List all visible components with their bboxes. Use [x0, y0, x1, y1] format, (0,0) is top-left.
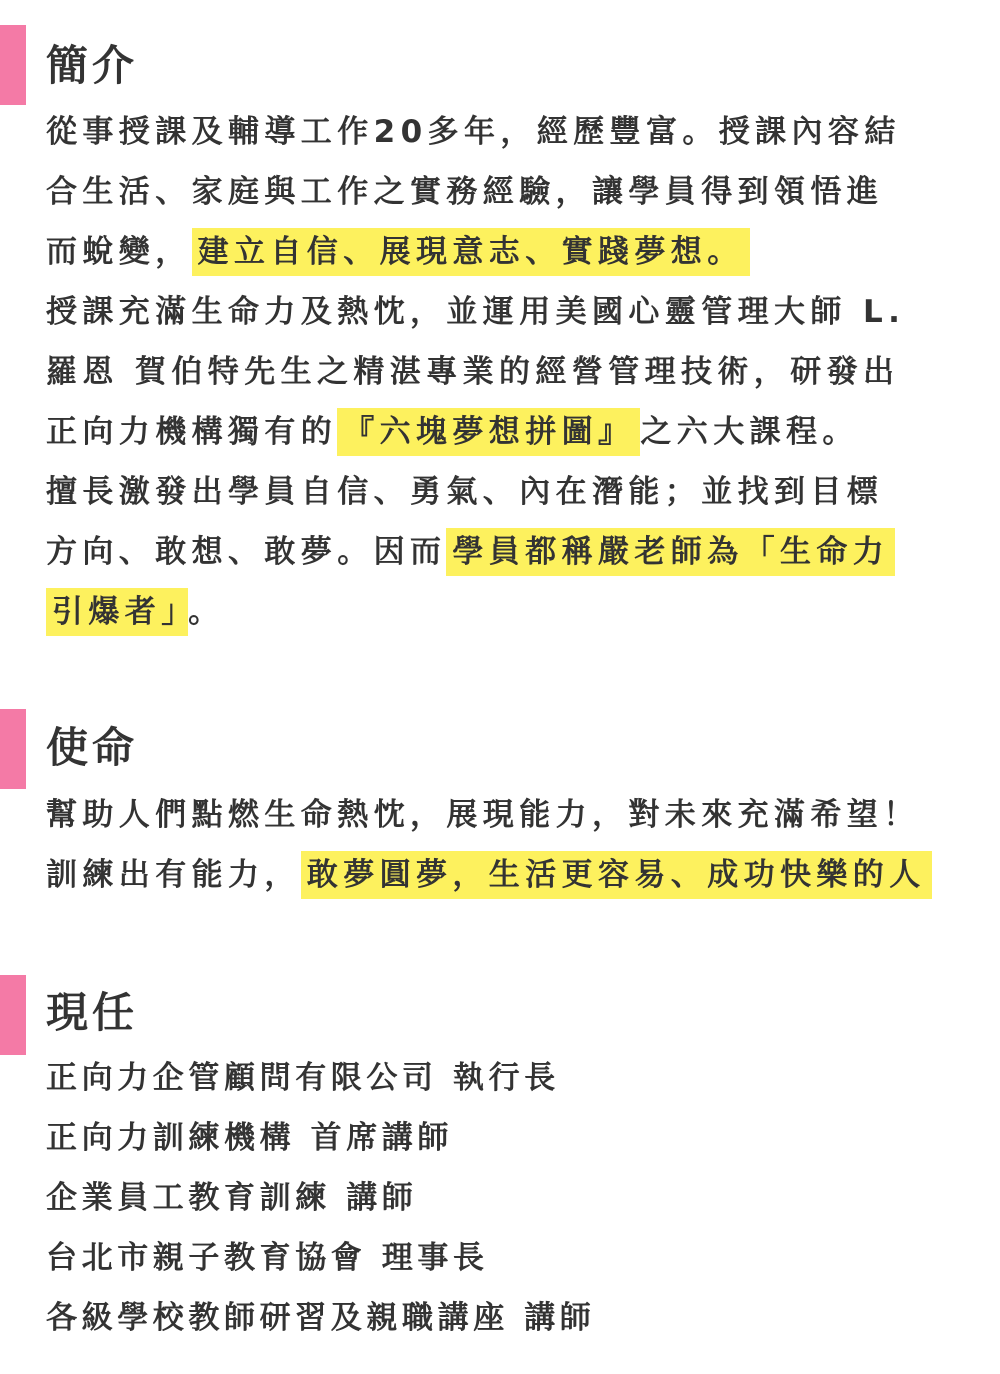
text-line	[46, 582, 986, 642]
highlighted-text: 學員都稱嚴老師為「生命力	[446, 528, 895, 576]
highlighted-text: 敢夢圓夢，生活更容易、成功快樂的人	[301, 851, 932, 899]
intro-heading: 簡介	[46, 41, 139, 90]
text-line	[46, 785, 986, 845]
text-line	[46, 402, 986, 462]
body-text-segment: 授課充滿生命力及熱忱，並運用美國心靈管理大師 L.	[46, 294, 906, 330]
body-text-segment: 方向、敢想、敢夢。因而	[46, 534, 447, 570]
highlighted-text: 建立自信、展現意志、實踐夢想。	[192, 228, 750, 276]
text-line	[46, 845, 986, 905]
body-text-segment: 合生活、家庭與工作之實務經驗，讓學員得到領悟進	[46, 174, 884, 210]
body-text-segment: 之六大課程。	[640, 414, 859, 450]
intro-accent-bar	[0, 25, 26, 105]
text-line	[46, 282, 986, 342]
body-text-segment: 而蛻變，	[46, 234, 192, 270]
list-item: 企業員工教育訓練 講師	[46, 1180, 418, 1216]
current-heading: 現任	[46, 988, 139, 1037]
mission-accent-bar	[0, 709, 26, 789]
list-item: 各級學校教師研習及親職講座 講師	[46, 1300, 596, 1336]
text-line	[46, 102, 986, 162]
intro-body	[46, 102, 986, 642]
body-text-segment: 訓練出有能力，	[46, 857, 301, 893]
text-line	[46, 522, 986, 582]
body-text-segment: 正向力機構獨有的	[46, 414, 338, 450]
list-item: 正向力企管顧問有限公司 執行長	[46, 1060, 560, 1096]
body-text-segment: 。	[188, 594, 225, 630]
current-accent-bar	[0, 975, 26, 1055]
mission-heading: 使命	[46, 723, 139, 772]
list-item: 台北市親子教育協會 理事長	[46, 1240, 489, 1276]
text-line	[46, 162, 986, 222]
highlighted-text: 引爆者」	[46, 588, 188, 636]
body-text-segment: 從事授課及輔導工作20多年，經歷豐富。授課內容結	[46, 114, 901, 150]
text-line	[46, 462, 986, 522]
list-item: 正向力訓練機構 首席講師	[46, 1120, 453, 1156]
text-line	[46, 222, 986, 282]
current-list	[46, 1048, 986, 1348]
body-text-segment: 幫助人們點燃生命熱忱，展現能力，對未來充滿希望！	[46, 797, 920, 833]
text-line	[46, 342, 986, 402]
body-text-segment: 擅長激發出學員自信、勇氣、內在潛能；並找到目標	[46, 474, 884, 510]
body-text-segment: 羅恩 賀伯特先生之精湛專業的經營管理技術，研發出	[46, 354, 900, 390]
mission-body	[46, 785, 986, 905]
highlighted-text: 『六塊夢想拼圖』	[337, 408, 640, 456]
